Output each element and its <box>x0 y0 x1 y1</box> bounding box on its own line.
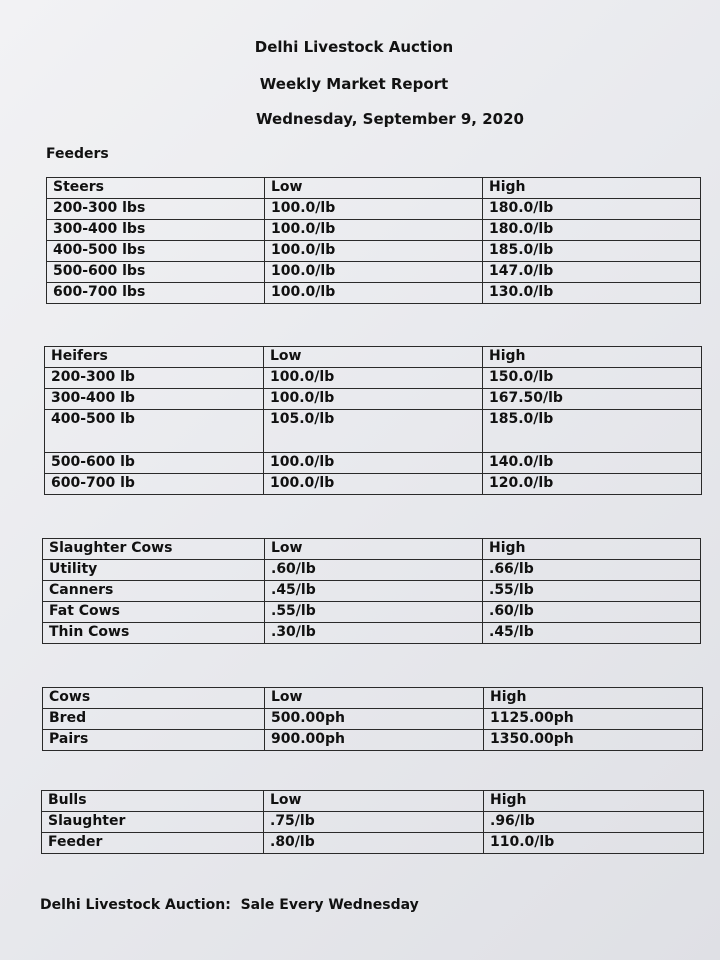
table-cell: 900.00ph <box>265 730 484 751</box>
heifers-table <box>44 346 702 495</box>
table-cell: .75/lb <box>264 812 484 833</box>
table-cell: Pairs <box>43 730 265 751</box>
table-row <box>47 220 701 241</box>
table-cell: .80/lb <box>264 833 484 854</box>
table-cell: 140.0/lb <box>483 453 702 474</box>
report-subtitle: Weekly Market Report <box>259 75 449 93</box>
steers-table <box>46 177 701 304</box>
slaughter-cows-table <box>42 538 701 644</box>
table-cell: 105.0/lb <box>264 410 483 453</box>
table-cell: 300-400 lbs <box>47 220 265 241</box>
table-cell: 100.0/lb <box>265 199 483 220</box>
table-row <box>45 410 702 453</box>
table-row <box>45 474 702 495</box>
table-cell: 1350.00ph <box>484 730 703 751</box>
footer-sale-note: Sale Every Wednesday <box>240 897 419 913</box>
table-row <box>43 730 703 751</box>
header-cell: Steers <box>47 178 265 199</box>
table-cell: 1125.00ph <box>484 709 703 730</box>
table-cell: 100.0/lb <box>264 368 483 389</box>
table-cell: 147.0/lb <box>483 262 701 283</box>
header-cell: Low <box>265 688 484 709</box>
footer-name: Delhi Livestock Auction: <box>40 897 231 913</box>
table-cell: Bred <box>43 709 265 730</box>
table-row <box>43 602 701 623</box>
header-cell: High <box>484 791 704 812</box>
table-cell: 400-500 lb <box>45 410 264 453</box>
table-cell: 100.0/lb <box>265 241 483 262</box>
table-cell: 500-600 lbs <box>47 262 265 283</box>
header-cell: High <box>483 539 701 560</box>
table-cell: Slaughter <box>42 812 264 833</box>
table-row <box>47 262 701 283</box>
header-cell: Low <box>264 791 484 812</box>
table-cell: .55/lb <box>265 602 483 623</box>
table-row <box>43 709 703 730</box>
table-cell: .60/lb <box>265 560 483 581</box>
table-cell: 100.0/lb <box>265 220 483 241</box>
table-cell: 120.0/lb <box>483 474 702 495</box>
table-cell: 600-700 lb <box>45 474 264 495</box>
table-cell: .45/lb <box>265 581 483 602</box>
table-cell: Feeder <box>42 833 264 854</box>
table-cell: .96/lb <box>484 812 704 833</box>
header-cell: Slaughter Cows <box>43 539 265 560</box>
table-cell: 100.0/lb <box>264 389 483 410</box>
table-cell: 500-600 lb <box>45 453 264 474</box>
table-cell: 200-300 lbs <box>47 199 265 220</box>
table-cell: Thin Cows <box>43 623 265 644</box>
table-cell: 110.0/lb <box>484 833 704 854</box>
table-header-row <box>47 178 701 199</box>
table-cell: 180.0/lb <box>483 220 701 241</box>
table-cell: 167.50/lb <box>483 389 702 410</box>
table-row <box>43 560 701 581</box>
table-row <box>45 389 702 410</box>
report-date: Wednesday, September 9, 2020 <box>256 110 524 128</box>
table-header-row <box>43 539 701 560</box>
header-cell: Bulls <box>42 791 264 812</box>
table-cell: .55/lb <box>483 581 701 602</box>
table-cell: 100.0/lb <box>265 283 483 304</box>
header-cell: Cows <box>43 688 265 709</box>
table-cell: 185.0/lb <box>483 241 701 262</box>
table-row <box>45 368 702 389</box>
cows-table <box>42 687 703 751</box>
table-cell: Utility <box>43 560 265 581</box>
report-title: Delhi Livestock Auction <box>254 38 454 56</box>
table-cell: Canners <box>43 581 265 602</box>
table-header-row <box>45 347 702 368</box>
table-cell: .30/lb <box>265 623 483 644</box>
table-row <box>47 283 701 304</box>
table-cell: 300-400 lb <box>45 389 264 410</box>
header-cell: High <box>483 347 702 368</box>
section-label-feeders: Feeders <box>46 146 109 162</box>
footer-note <box>40 897 419 913</box>
table-cell: 500.00ph <box>265 709 484 730</box>
table-row <box>47 199 701 220</box>
table-header-row <box>43 688 703 709</box>
header-cell: Heifers <box>45 347 264 368</box>
table-cell: 600-700 lbs <box>47 283 265 304</box>
table-cell: 200-300 lb <box>45 368 264 389</box>
table-row <box>42 833 704 854</box>
table-header-row <box>42 791 704 812</box>
header-cell: High <box>484 688 703 709</box>
header-cell: High <box>483 178 701 199</box>
bulls-table <box>41 790 704 854</box>
table-cell: .45/lb <box>483 623 701 644</box>
table-row <box>43 581 701 602</box>
header-cell: Low <box>265 178 483 199</box>
table-cell: .60/lb <box>483 602 701 623</box>
table-cell: .66/lb <box>483 560 701 581</box>
table-row <box>47 241 701 262</box>
table-row <box>42 812 704 833</box>
table-cell: 150.0/lb <box>483 368 702 389</box>
table-cell: 100.0/lb <box>264 453 483 474</box>
table-cell: 100.0/lb <box>265 262 483 283</box>
table-cell: 130.0/lb <box>483 283 701 304</box>
table-row <box>43 623 701 644</box>
table-cell: Fat Cows <box>43 602 265 623</box>
table-row <box>45 453 702 474</box>
table-cell: 185.0/lb <box>483 410 702 453</box>
table-cell: 180.0/lb <box>483 199 701 220</box>
header-cell: Low <box>264 347 483 368</box>
table-cell: 100.0/lb <box>264 474 483 495</box>
header-cell: Low <box>265 539 483 560</box>
table-cell: 400-500 lbs <box>47 241 265 262</box>
